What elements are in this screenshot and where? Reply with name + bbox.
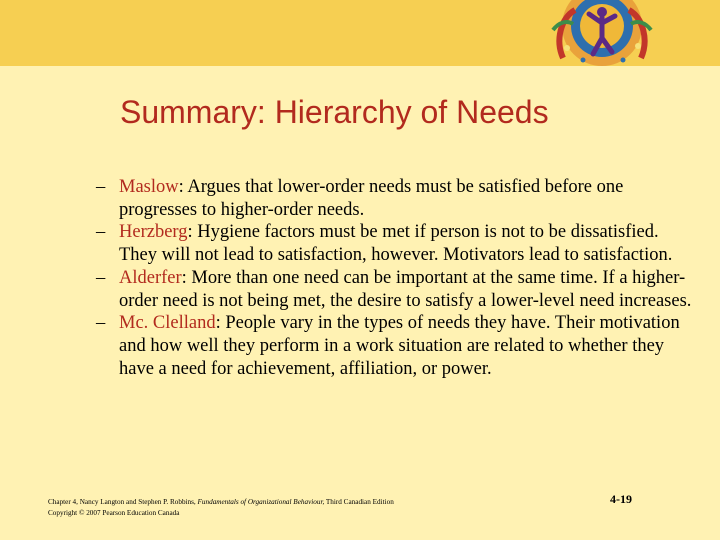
page-number: 4-19	[610, 492, 632, 506]
theorist-name: Alderfer	[119, 267, 182, 288]
theorist-name: Mc. Clelland	[119, 313, 216, 334]
theorist-name: Herzberg	[119, 222, 188, 243]
dancing-figure-artwork-icon	[543, 0, 661, 66]
footer-author: Chapter 4, Nancy Langton and Stephen P. Robbins,	[48, 498, 198, 506]
bullet-dash: –	[96, 177, 106, 197]
summary-bullet-list	[96, 176, 696, 380]
footer-edition: Third Canadian Edition	[324, 498, 394, 506]
footer-citation	[48, 497, 468, 519]
footer-line-1	[48, 497, 468, 508]
bullet-dash: –	[96, 222, 106, 243]
theorist-name: Maslow	[119, 177, 179, 197]
slide-title: Summary: Hierarchy of Needs	[120, 94, 549, 130]
bullet-mcclelland	[96, 312, 696, 380]
bullet-maslow	[96, 176, 696, 221]
bullet-alderfer	[96, 267, 696, 312]
bullet-herzberg	[96, 221, 696, 266]
bullet-dash: –	[96, 313, 106, 334]
bullet-text: : Hygiene factors must be met if person is not to be dissatisfied. They will not lead to satisfaction, however. Motivators lead to satisfaction.	[119, 222, 673, 266]
footer-book-title: Fundamentals of Organizational Behaviour,	[197, 498, 325, 506]
bullet-text: : People vary in the types of needs they have. Their motivation and how well they perform in a work situation are related to whether they have a need for achievement, affiliation, or power.	[119, 313, 680, 379]
bullet-text: : More than one need can be important at the same time. If a higher-order need is not being met, the desire to satisfy a lower-level need increases.	[119, 267, 692, 311]
footer-copyright: Copyright © 2007 Pearson Education Canada	[48, 509, 180, 517]
bullet-dash: –	[96, 267, 106, 288]
bullet-text: : Argues that lower-order needs must be satisfied before one progresses to higher-order needs.	[119, 177, 624, 220]
